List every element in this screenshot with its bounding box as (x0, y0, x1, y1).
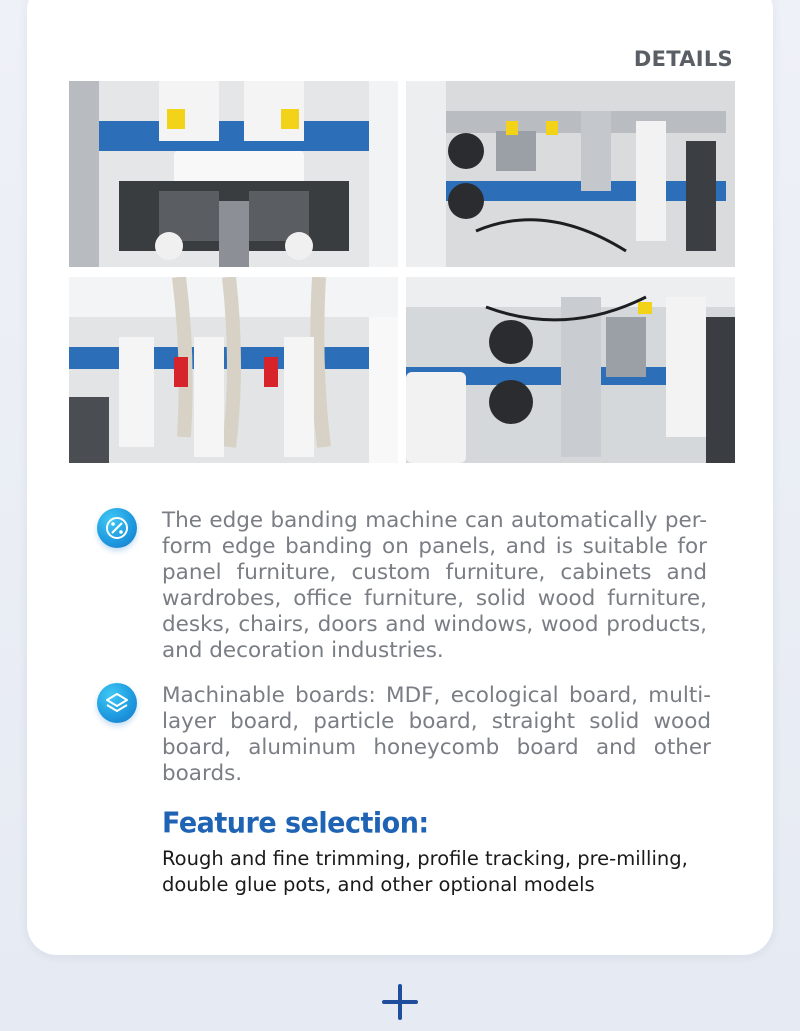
machine-photo-glue-pot-units (69, 81, 398, 267)
layers-icon (97, 683, 137, 723)
feature-selection-text: Rough and fine trimming, profile tracking, pre-milling, double glue pots, and other optional models (162, 847, 688, 896)
machine-photo-trimming-motors (406, 81, 735, 267)
feature-description-application: The edge banding machine can automatically per-form edge banding on panels, and is suitable for panel furniture, custom furniture, cabinets and wardrobes, office furniture, solid wood furniture, desks, chairs, doors and windows, wood products, and decoration industries. (162, 508, 707, 663)
machine-photo-milling-motors (406, 277, 735, 463)
plus-icon (382, 984, 418, 1020)
machine-photo-profile-tracking (69, 277, 398, 463)
details-heading: DETAILS (633, 47, 733, 71)
percent-icon (97, 508, 137, 548)
feature-description-boards: Machinable boards: MDF, ecological board, multi-layer board, particle board, straight solid wood board, aluminum honeycomb board and other boards. (162, 683, 711, 786)
feature-selection-heading: Feature selection: (162, 807, 429, 840)
